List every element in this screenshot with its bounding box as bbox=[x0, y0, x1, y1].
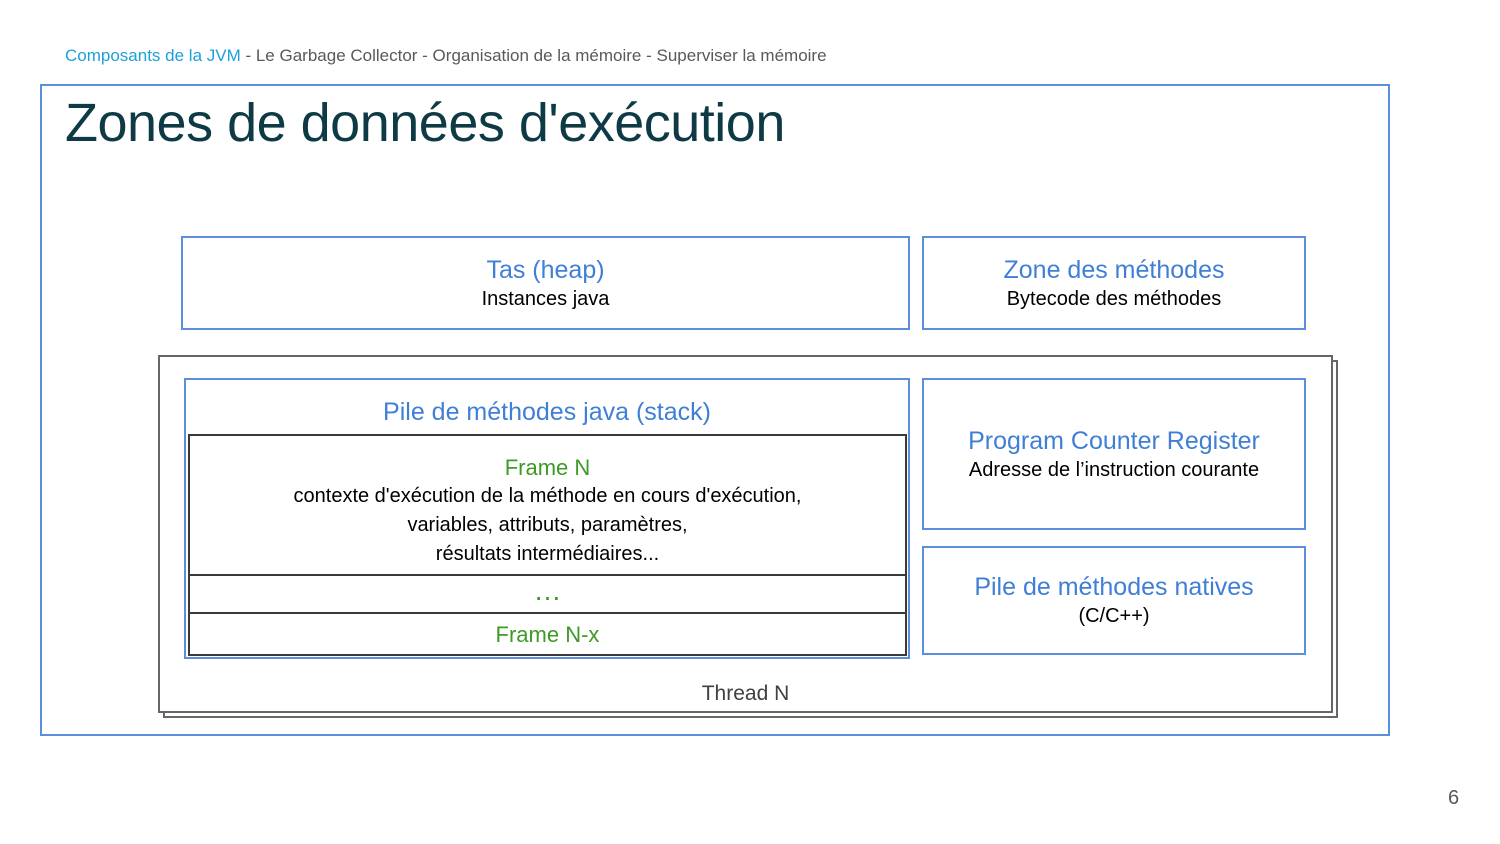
heap-title: Tas (heap) bbox=[486, 256, 605, 284]
page-title: Zones de données d'exécution bbox=[65, 93, 785, 153]
pc-register-subtitle: Adresse de l’instruction courante bbox=[968, 459, 1260, 481]
frame-bottom-title: Frame N-x bbox=[495, 622, 600, 647]
thread-label: Thread N bbox=[701, 682, 790, 705]
frame-ellipsis-text: … bbox=[533, 575, 562, 606]
frame-top bbox=[188, 434, 907, 576]
pc-register-box bbox=[922, 378, 1306, 530]
heap-subtitle: Instances java bbox=[481, 288, 610, 310]
native-stack-title: Pile de méthodes natives bbox=[974, 573, 1254, 601]
breadcrumb-active[interactable]: Composants de la JVM bbox=[65, 46, 241, 65]
frame-top-title: Frame N bbox=[504, 455, 591, 480]
frame-top-line1: contexte d'exécution de la méthode en cours d'exécution, bbox=[293, 485, 802, 507]
method-area-title: Zone des méthodes bbox=[1003, 256, 1225, 284]
frame-top-line3: résultats intermédiaires... bbox=[435, 543, 660, 565]
heap-box bbox=[181, 236, 910, 330]
method-area-box bbox=[922, 236, 1306, 330]
method-area-subtitle: Bytecode des méthodes bbox=[1006, 288, 1222, 310]
java-stack-title: Pile de méthodes java (stack) bbox=[383, 398, 711, 426]
breadcrumb bbox=[65, 46, 827, 66]
breadcrumb-rest: - Le Garbage Collector - Organisation de la mémoire - Superviser la mémoire bbox=[240, 46, 827, 65]
page-number: 6 bbox=[1448, 787, 1460, 809]
native-stack-subtitle: (C/C++) bbox=[1078, 605, 1150, 627]
frame-ellipsis bbox=[188, 574, 907, 614]
frame-top-line2: variables, attributs, paramètres, bbox=[407, 514, 688, 536]
native-stack-box bbox=[922, 546, 1306, 655]
pc-register-title: Program Counter Register bbox=[968, 427, 1260, 455]
frame-bottom bbox=[188, 612, 907, 656]
